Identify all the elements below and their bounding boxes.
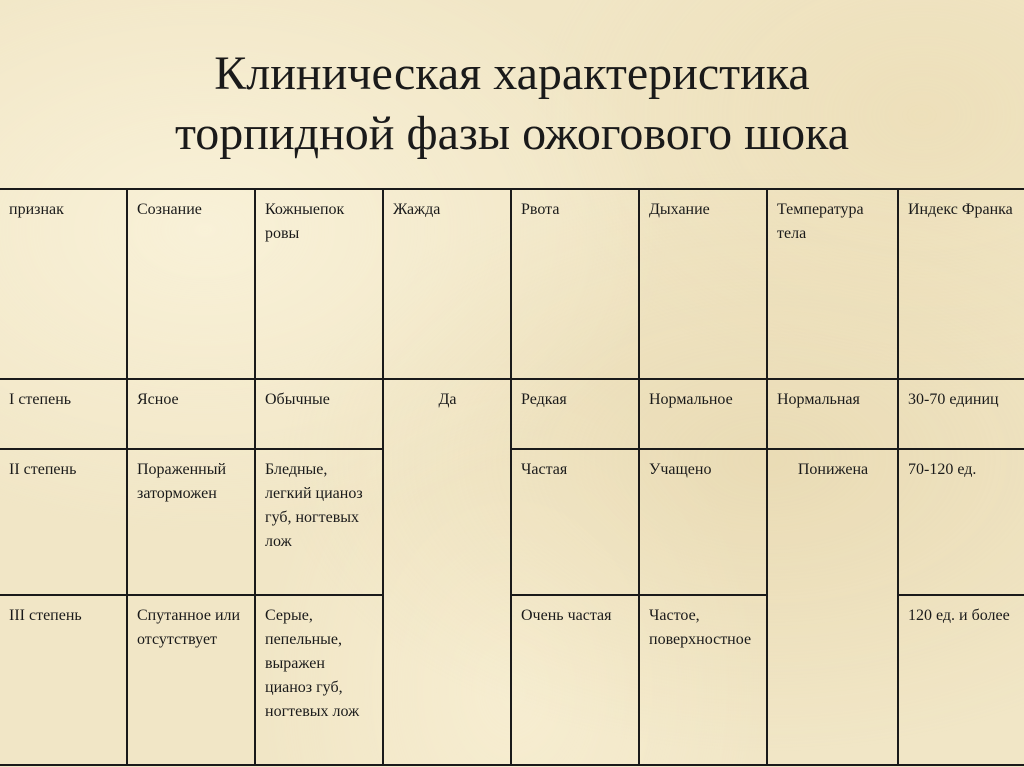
header-cell-sign: признак [0,189,127,379]
cell-franck-index: 30-70 единиц [898,379,1024,449]
header-cell-thirst: Жажда [383,189,511,379]
slide-title [0,44,1024,164]
header-cell-temperature: Температура тела [767,189,898,379]
cell-breathing: Учащено [639,449,767,595]
cell-vomiting: Очень частая [511,595,639,765]
cell-sign: II степень [0,449,127,595]
table-row-degree-1 [0,379,1024,449]
header-cell-skin: Кожныепок ровы [255,189,383,379]
cell-temperature-merged: Понижена [767,449,898,765]
header-cell-breathing: Дыхание [639,189,767,379]
slide-title-line-1: Клиническая характеристика [214,47,810,100]
cell-vomiting: Редкая [511,379,639,449]
cell-skin: Обычные [255,379,383,449]
cell-vomiting: Частая [511,449,639,595]
cell-franck-index: 120 ед. и более [898,595,1024,765]
cell-skin: Бледные, легкий цианоз губ, ногтевых лож [255,449,383,595]
header-cell-vomiting: Рвота [511,189,639,379]
slide-title-line-2: торпидной фазы ожогового шока [174,107,850,160]
cell-consciousness: Спутанное или отсутствует [127,595,255,765]
cell-temperature: Нормальная [767,379,898,449]
cell-thirst-merged: Да [383,379,511,765]
cell-skin: Серые, пепельные, выражен цианоз губ, ногтевых лож [255,595,383,765]
cell-breathing: Частое, поверхностное [639,595,767,765]
cell-sign: III степень [0,595,127,765]
header-cell-consciousness: Сознание [127,189,255,379]
cell-breathing: Нормальное [639,379,767,449]
cell-franck-index: 70-120 ед. [898,449,1024,595]
cell-consciousness: Пораженный заторможен [127,449,255,595]
cell-sign: I степень [0,379,127,449]
cell-consciousness: Ясное [127,379,255,449]
header-cell-franck-index: Индекс Франка [898,189,1024,379]
table-header-row [0,189,1024,379]
shock-characteristics-table [0,188,1024,766]
table-row-degree-2 [0,449,1024,595]
